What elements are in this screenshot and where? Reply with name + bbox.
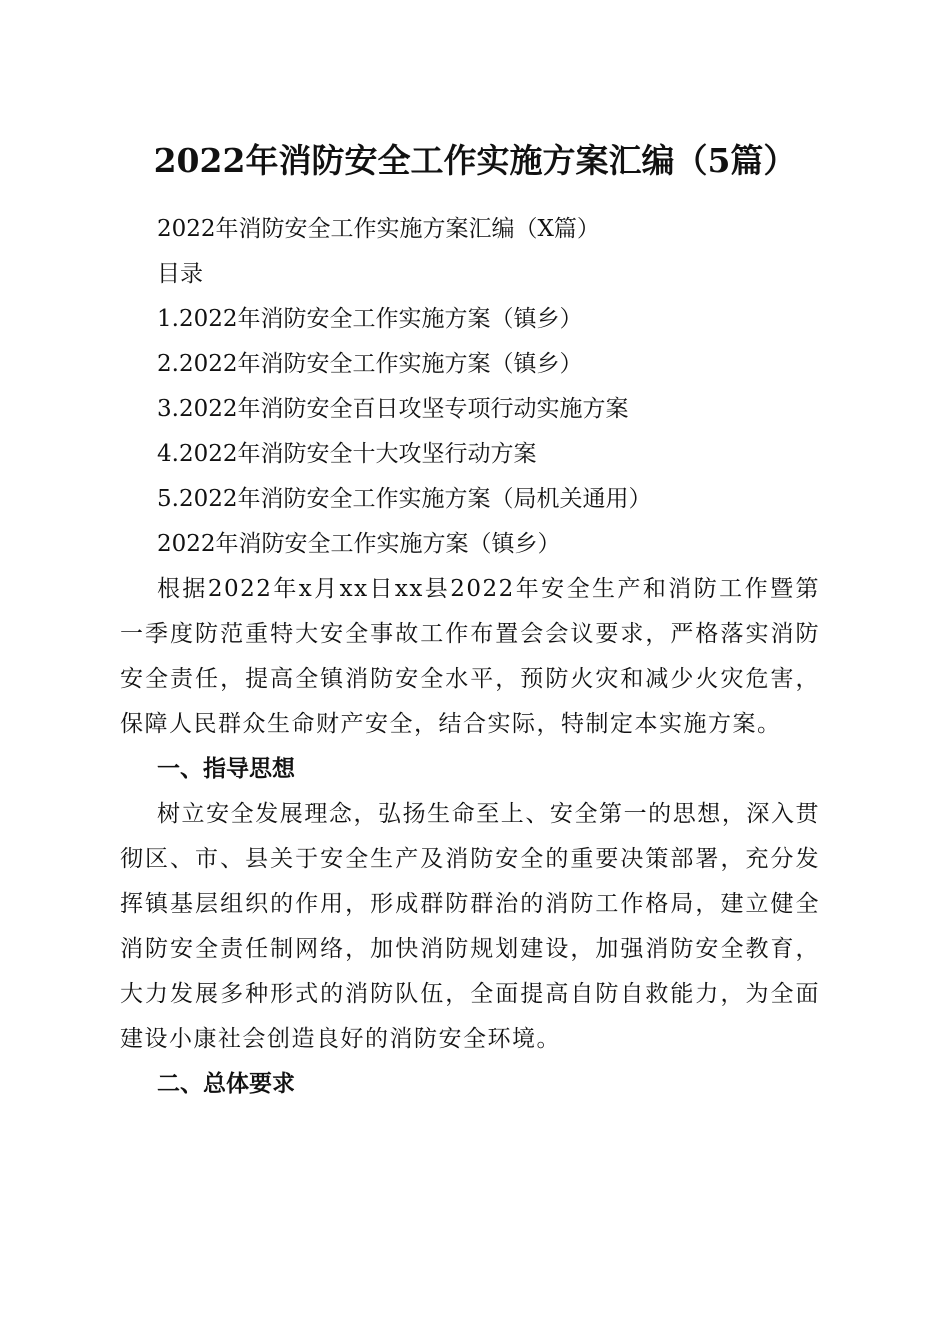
section-title: 2022年消防安全工作实施方案（镇乡） [157,531,561,557]
toc-item: 3.2022年消防安全百日攻坚专项行动实施方案 [157,396,629,422]
heading-overall-requirements: 二、总体要求 [157,1071,295,1097]
document-body [120,207,820,1107]
document-subtitle: 2022年消防安全工作实施方案汇编（X篇） [157,216,600,242]
toc-label: 目录 [157,261,203,287]
toc-item: 1.2022年消防安全工作实施方案（镇乡） [157,306,583,332]
guiding-ideology-paragraph: 树立安全发展理念，弘扬生命至上、安全第一的思想，深入贯彻区、市、县关于安全生产及消防安全的重要决策部署，充分发挥镇基层组织的作用，形成群防群治的消防工作格局，建立健全消防安全责任制网络，加快消防规划建设，加强消防安全教育，大力发展多种形式的消防队伍，全面提高自防自救能力，为全面建设小康社会创造良好的消防安全环境。 [120,801,820,1052]
document-title: 2022年消防安全工作实施方案汇编（5篇） [153,141,797,180]
toc-item: 4.2022年消防安全十大攻坚行动方案 [157,441,537,467]
toc-item: 5.2022年消防安全工作实施方案（局机关通用） [157,486,652,512]
heading-guiding-ideology: 一、指导思想 [157,756,295,782]
toc-item: 2.2022年消防安全工作实施方案（镇乡） [157,351,583,377]
intro-paragraph: 根据2022年x月xx日xx县2022年安全生产和消防工作暨第一季度防范重特大安全事故工作布置会会议要求，严格落实消防安全责任，提高全镇消防安全水平，预防火灾和减少火灾危害，保障人民群众生命财产安全，结合实际，特制定本实施方案。 [120,576,820,737]
